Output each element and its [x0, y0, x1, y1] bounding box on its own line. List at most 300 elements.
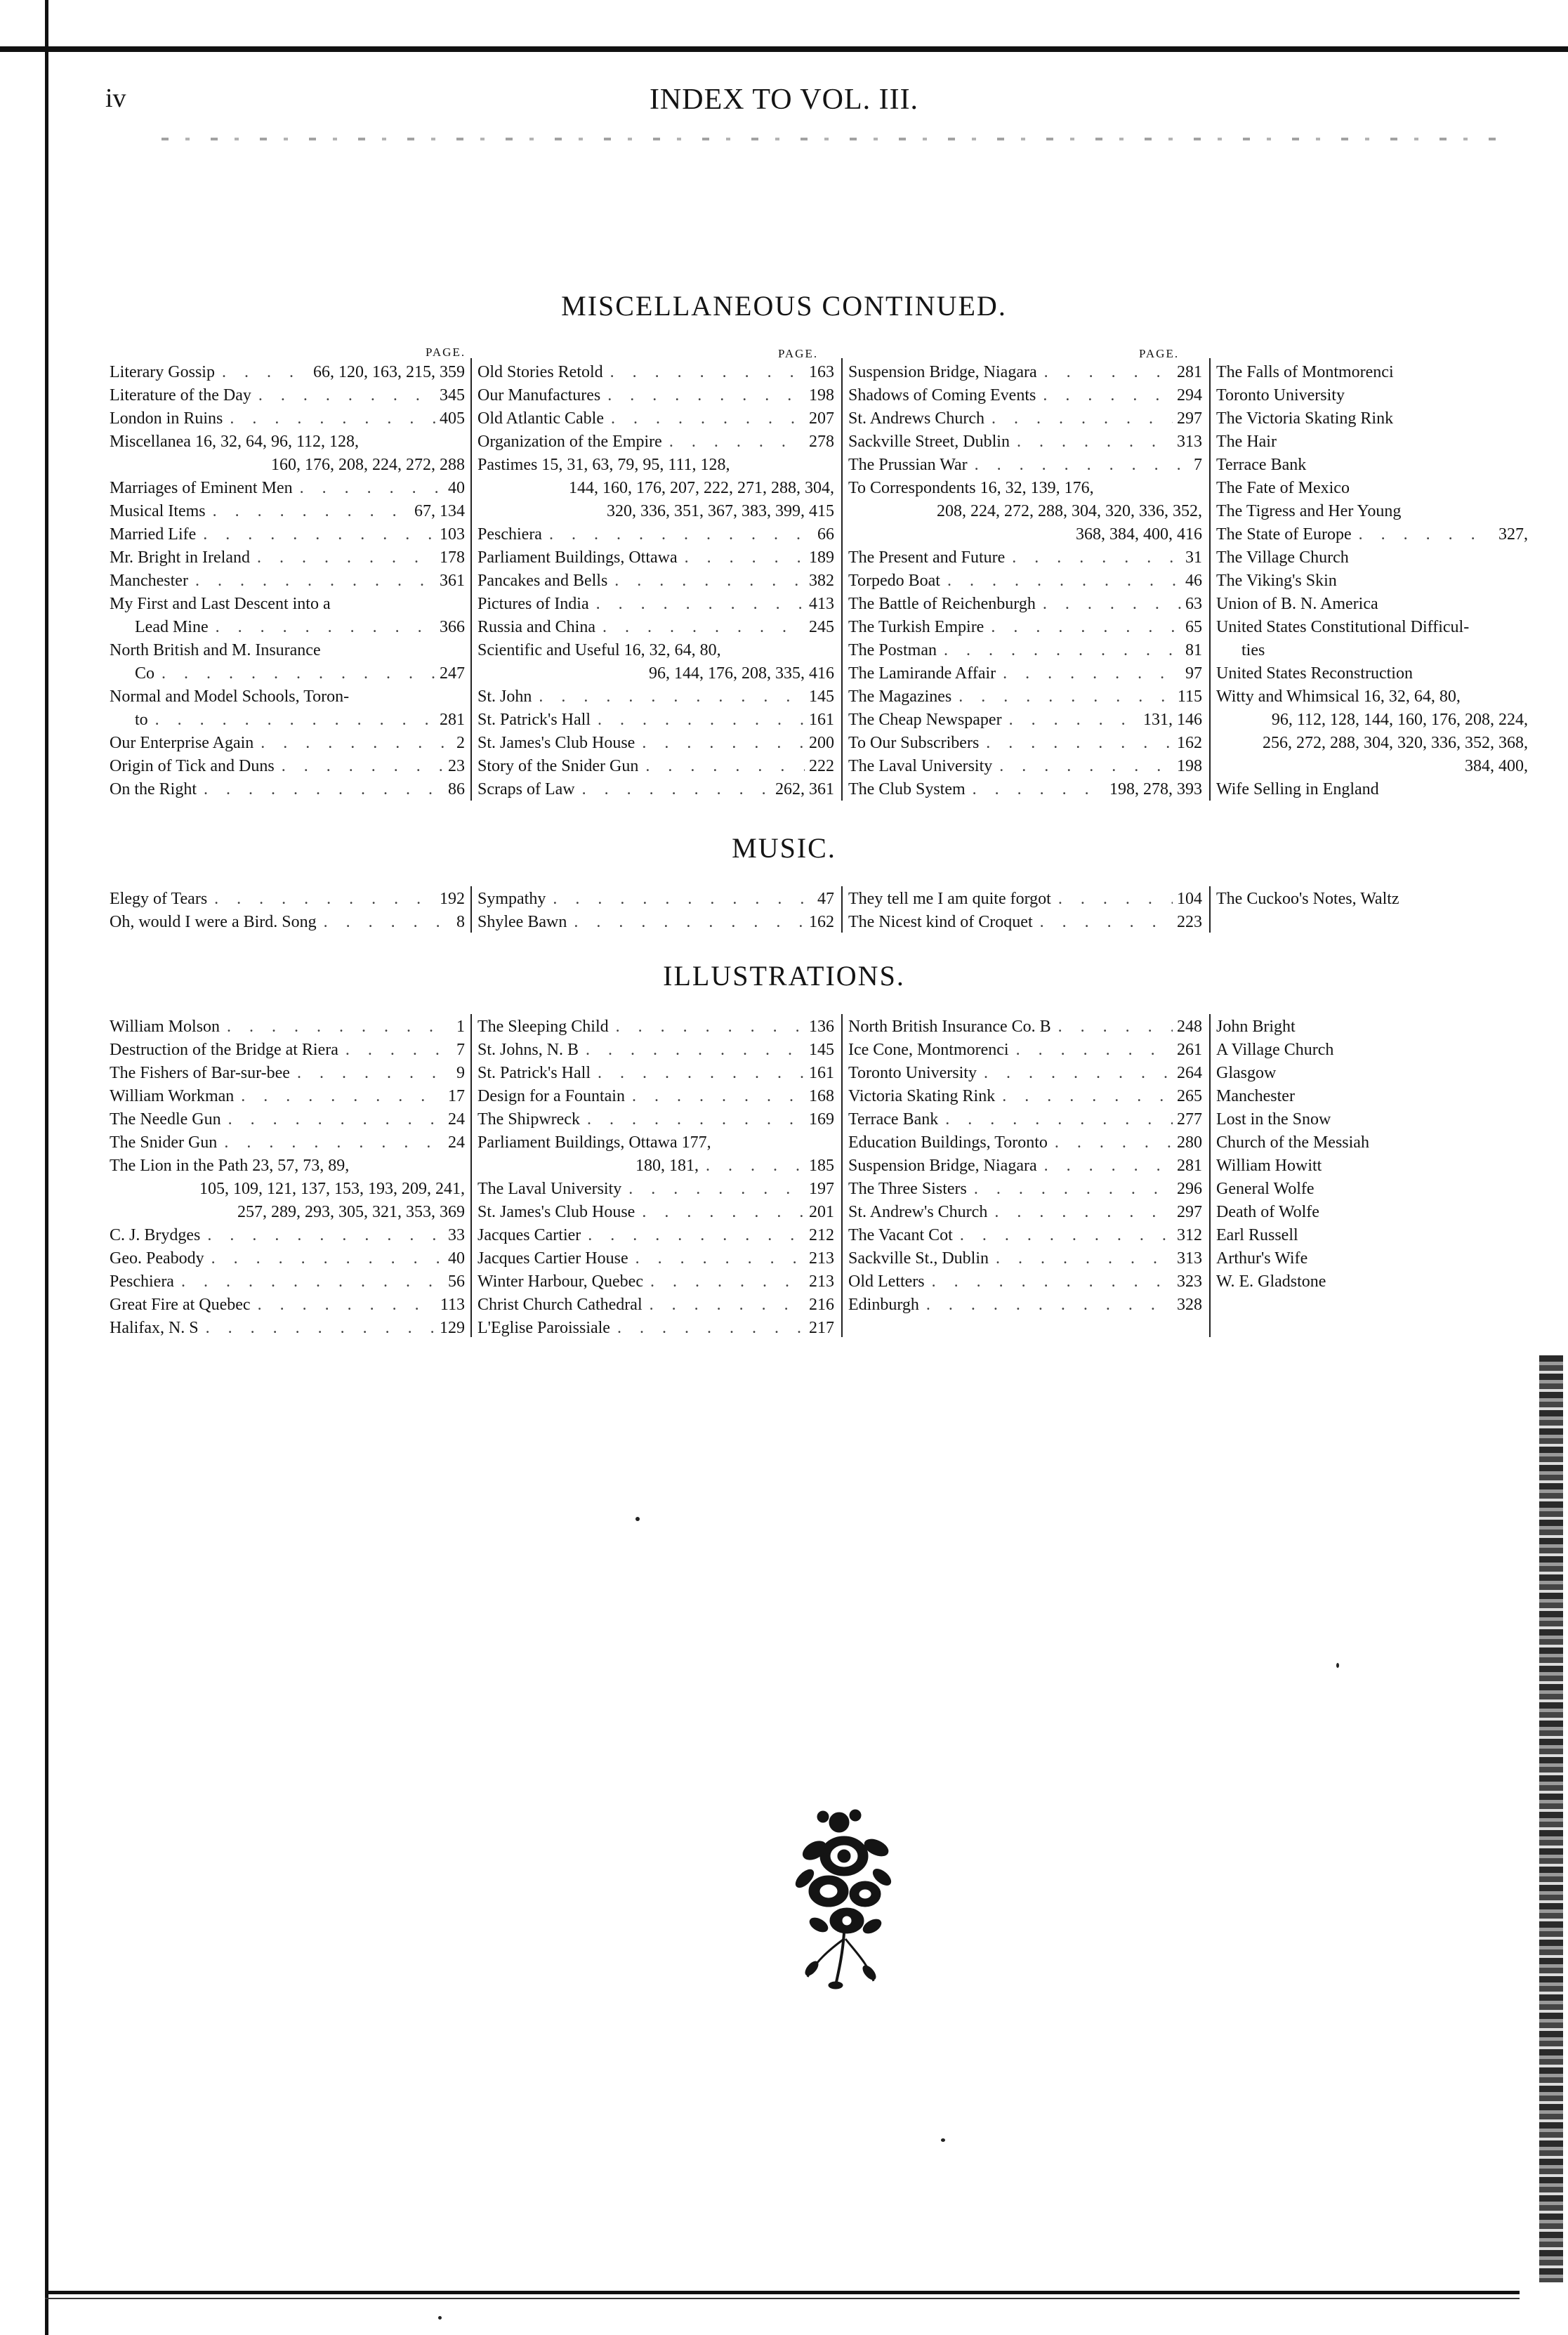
index-entry-page: 46 — [1185, 572, 1202, 590]
dot-leader — [607, 570, 805, 593]
index-entry — [110, 361, 465, 384]
index-entry-title: St. John — [477, 688, 532, 706]
index-entry-title: William Workman — [110, 1087, 235, 1105]
index-entry — [110, 1270, 465, 1294]
dot-leader — [206, 500, 410, 523]
dot-leader — [984, 616, 1181, 639]
index-entry — [477, 1062, 834, 1085]
column-divider — [841, 886, 843, 933]
index-entry-title: The Sleeping Child — [477, 1018, 609, 1036]
index-entry-page: 104 — [1177, 890, 1202, 908]
index-entry-page: 86 — [448, 780, 465, 798]
index-entry-title: The Turkish Empire — [848, 618, 984, 636]
dot-leader — [293, 477, 444, 500]
index-entry-title: The Laval University — [848, 757, 993, 775]
dot-leader — [338, 1039, 452, 1062]
dot-leader — [940, 570, 1181, 593]
dot-leader — [953, 1224, 1173, 1247]
index-entry-page: 197 — [809, 1180, 834, 1198]
index-entry-page: 207 — [809, 409, 834, 428]
index-entry — [110, 1131, 465, 1155]
index-entry — [1216, 639, 1528, 662]
index-entry-title: Glasgow — [1216, 1064, 1277, 1082]
index-entry-page: 216 — [809, 1296, 834, 1314]
dot-leader — [542, 523, 813, 546]
index-entry-title: The Fishers of Bar-sur-bee — [110, 1064, 290, 1082]
dot-leader — [251, 384, 435, 407]
index-entry-page: 7 — [1194, 456, 1202, 474]
dot-leader — [979, 732, 1173, 755]
index-entry-title: Old Atlantic Cable — [477, 409, 604, 428]
index-entry — [477, 523, 834, 546]
bottom-border-rule — [45, 2291, 1520, 2294]
index-entry — [110, 546, 465, 570]
index-entry-page: 312 — [1177, 1226, 1202, 1244]
index-entry-title: Sympathy — [477, 890, 546, 908]
index-entry — [848, 755, 1202, 778]
index-entry-title: St. Andrew's Church — [848, 1203, 988, 1221]
index-entry-title: The Needle Gun — [110, 1110, 221, 1129]
dot-leader — [1037, 361, 1173, 384]
index-entry-page: 223 — [1177, 913, 1202, 931]
index-entry — [848, 593, 1202, 616]
index-entry-title: Lost in the Snow — [1216, 1110, 1331, 1129]
index-entry — [1216, 616, 1528, 639]
index-entry — [848, 1224, 1202, 1247]
index-entry-title: Old Letters — [848, 1272, 925, 1291]
index-entry — [1216, 361, 1528, 384]
index-entry-title: Toronto University — [1216, 386, 1345, 404]
index-entry-page: 17 — [448, 1087, 465, 1105]
dot-leader — [251, 1294, 436, 1317]
index-entry — [848, 1270, 1202, 1294]
index-entry — [110, 888, 465, 911]
dot-leader — [1051, 1015, 1173, 1039]
dot-leader — [992, 755, 1173, 778]
index-entry — [848, 1201, 1202, 1224]
index-entry — [477, 1155, 834, 1178]
index-entry-title: Mr. Bright in Ireland — [110, 548, 250, 567]
dot-leader — [204, 1247, 444, 1270]
dot-leader — [984, 407, 1173, 430]
index-entry-page: 261 — [1177, 1041, 1202, 1059]
index-entry-title: St. Johns, N. B — [477, 1041, 579, 1059]
index-entry-title: St. Andrews Church — [848, 409, 984, 428]
music-column-1 — [110, 888, 465, 934]
index-entry-title: Toronto University — [848, 1064, 977, 1082]
index-entry — [477, 732, 834, 755]
index-entry — [477, 1224, 834, 1247]
index-entry — [848, 1039, 1202, 1062]
dot-leader — [951, 685, 1173, 709]
misc-column-3 — [848, 361, 1202, 801]
index-entry-title: Earl Russell — [1216, 1226, 1298, 1244]
index-entry-title: Christ Church Cathedral — [477, 1296, 643, 1314]
section-title-miscellaneous: MISCELLANEOUS CONTINUED. — [561, 290, 1007, 322]
index-entry-page: 361 — [440, 572, 465, 590]
index-entry-title: The Cheap Newspaper — [848, 711, 1002, 729]
index-entry-page: 280 — [1177, 1133, 1202, 1152]
page-edge-noise — [1539, 1355, 1563, 2282]
dot-leader — [604, 407, 805, 430]
index-entry-title: Halifax, N. S — [110, 1319, 199, 1337]
index-entry-title: St. James's Club House — [477, 734, 635, 752]
index-entry-page: 162 — [809, 913, 834, 931]
dot-leader — [1009, 1039, 1173, 1062]
index-entry-page: 2 — [456, 734, 465, 752]
dot-leader — [154, 662, 435, 685]
index-entry-title: North British and M. Insurance — [110, 641, 321, 659]
index-entry-title: Geo. Peabody — [110, 1249, 204, 1268]
index-entry-title: 180, 181, — [635, 1157, 699, 1175]
index-entry — [1216, 1178, 1528, 1201]
index-entry-page: 67, 134 — [414, 502, 465, 520]
dot-leader — [579, 1039, 805, 1062]
dot-leader — [174, 1270, 444, 1294]
dot-leader — [1033, 911, 1173, 934]
index-entry — [110, 778, 465, 801]
dot-leader — [580, 1108, 805, 1131]
index-entry — [477, 1247, 834, 1270]
index-entry-page: 198 — [809, 386, 834, 404]
index-entry-title: Ice Cone, Montmorenci — [848, 1041, 1009, 1059]
index-entry-title: Manchester — [1216, 1087, 1295, 1105]
index-entry — [477, 1108, 834, 1131]
dot-leader — [989, 1247, 1173, 1270]
index-entry — [110, 1247, 465, 1270]
index-entry — [848, 1155, 1202, 1178]
index-entry-page: 297 — [1177, 409, 1202, 428]
illustrations-column-4 — [1216, 1015, 1528, 1294]
dot-leader — [643, 1294, 805, 1317]
index-entry — [110, 1039, 465, 1062]
index-entry-title: The Village Church — [1216, 548, 1349, 567]
index-entry — [1216, 546, 1528, 570]
index-entry-page: 313 — [1177, 1249, 1202, 1268]
index-entry-page: 47 — [817, 890, 834, 908]
index-entry-page: 9 — [456, 1064, 465, 1082]
index-entry — [848, 1247, 1202, 1270]
index-entry — [1216, 384, 1528, 407]
index-entry — [477, 685, 834, 709]
index-entry-page: 169 — [809, 1110, 834, 1129]
dot-leader — [546, 888, 813, 911]
index-entry — [848, 407, 1202, 430]
dot-leader — [603, 361, 805, 384]
dot-leader — [635, 732, 805, 755]
index-entry-title: Old Stories Retold — [477, 363, 603, 381]
index-entry-title: Witty and Whimsical 16, 32, 64, 80, — [1216, 688, 1461, 706]
index-entry — [477, 778, 834, 801]
index-entry-page: 65 — [1185, 618, 1202, 636]
index-entry — [110, 430, 465, 454]
column-divider — [841, 1014, 843, 1337]
index-entry-page: 345 — [440, 386, 465, 404]
index-entry-title: Parliament Buildings, Ottawa 177, — [477, 1133, 711, 1152]
index-entry — [848, 778, 1202, 801]
index-entry — [477, 1201, 834, 1224]
index-entry-title: Destruction of the Bridge at Riera — [110, 1041, 338, 1059]
dot-leader — [996, 662, 1181, 685]
section-title-music: MUSIC. — [732, 832, 836, 864]
index-entry — [110, 755, 465, 778]
column-divider — [1209, 1014, 1211, 1337]
index-entry-title: William Molson — [110, 1018, 220, 1036]
index-entry-title: Scraps of Law — [477, 780, 575, 798]
index-entry-title: Sackville Street, Dublin — [848, 433, 1010, 451]
dot-leader — [220, 1015, 452, 1039]
dot-leader — [234, 1085, 444, 1108]
dot-leader — [967, 1178, 1173, 1201]
index-entry-page: 103 — [440, 525, 465, 544]
index-entry-title: Scientific and Useful 16, 32, 64, 80, — [477, 641, 721, 659]
index-entry-page: 212 — [809, 1226, 834, 1244]
index-entry-page: 281 — [1177, 1157, 1202, 1175]
index-entry-title: The Prussian War — [848, 456, 968, 474]
index-entry-title: Lead Mine — [135, 618, 209, 636]
index-entry — [848, 430, 1202, 454]
index-entry-title: To Our Subscribers — [848, 734, 980, 752]
index-entry — [110, 616, 465, 639]
dot-leader — [925, 1270, 1173, 1294]
index-entry — [477, 384, 834, 407]
index-entry-title: Torpedo Boat — [848, 572, 940, 590]
index-entry-title: The Postman — [848, 641, 937, 659]
dot-leader — [1352, 523, 1494, 546]
index-entry — [848, 616, 1202, 639]
column-divider — [841, 358, 843, 801]
page-column-label: PAGE. — [426, 346, 466, 359]
illustrations-column-2 — [477, 1015, 834, 1340]
index-entry-page: 277 — [1177, 1110, 1202, 1129]
misc-column-2 — [477, 361, 834, 801]
dot-leader — [1036, 384, 1173, 407]
index-entry-continuation: 256, 272, 288, 304, 320, 336, 352, 368, — [1263, 734, 1528, 752]
index-entry — [110, 1108, 465, 1131]
index-entry-page: 213 — [809, 1272, 834, 1291]
index-entry — [848, 1108, 1202, 1131]
index-entry-title: The Viking's Skin — [1216, 572, 1337, 590]
dot-leader — [148, 709, 435, 732]
index-entry — [848, 477, 1202, 500]
index-entry — [1216, 430, 1528, 454]
dot-leader — [977, 1062, 1173, 1085]
index-entry — [110, 1085, 465, 1108]
index-entry-title: William Howitt — [1216, 1157, 1322, 1175]
index-entry-page: 31 — [1185, 548, 1202, 567]
index-entry-title: The Present and Future — [848, 548, 1006, 567]
index-entry-page: 327, — [1498, 525, 1528, 544]
dot-leader — [589, 593, 805, 616]
index-entry-page: 178 — [440, 548, 465, 567]
dot-leader — [290, 1062, 452, 1085]
index-entry-title: Peschiera — [110, 1272, 174, 1291]
index-entry-title: St. Patrick's Hall — [477, 711, 591, 729]
index-entry — [1216, 1155, 1528, 1178]
index-entry-page: 131, 146 — [1143, 711, 1202, 729]
index-entry-title: Pictures of India — [477, 595, 589, 613]
index-entry-page: 129 — [440, 1319, 465, 1337]
index-entry-page: 296 — [1177, 1180, 1202, 1198]
index-entry-page: 192 — [440, 890, 465, 908]
top-border-rule — [0, 46, 1568, 52]
index-entry — [110, 593, 465, 616]
index-entry-title: Organization of the Empire — [477, 433, 662, 451]
index-entry-title: Peschiera — [477, 525, 542, 544]
section-title-illustrations: ILLUSTRATIONS. — [663, 960, 905, 992]
dot-leader — [621, 1178, 805, 1201]
index-entry-continuation: 96, 112, 128, 144, 160, 176, 208, 224, — [1271, 711, 1528, 729]
dot-leader — [532, 685, 805, 709]
index-entry — [110, 639, 465, 662]
dot-leader — [968, 454, 1190, 477]
index-entry-continuation: 208, 224, 272, 288, 304, 320, 336, 352, — [937, 502, 1202, 520]
index-entry — [848, 888, 1202, 911]
index-entry — [477, 407, 834, 430]
dot-leader — [1036, 593, 1181, 616]
index-entry — [110, 685, 465, 709]
index-entry — [1216, 778, 1528, 801]
index-entry-page: 66, 120, 163, 215, 359 — [313, 363, 465, 381]
index-entry-page: 248 — [1177, 1018, 1202, 1036]
index-entry-title: The Vacant Cot — [848, 1226, 953, 1244]
dot-leader — [199, 1317, 435, 1340]
index-entry-title: The Falls of Montmorenci — [1216, 363, 1394, 381]
dot-leader — [625, 1085, 805, 1108]
index-entry — [1216, 1039, 1528, 1062]
index-entry — [477, 709, 834, 732]
index-entry-title: Russia and China — [477, 618, 595, 636]
index-entry-title: Suspension Bridge, Niagara — [848, 1157, 1037, 1175]
misc-column-4 — [1216, 361, 1528, 801]
index-entry-page: 198 — [1177, 757, 1202, 775]
dot-leader — [966, 778, 1105, 801]
index-entry-page: 115 — [1177, 688, 1202, 706]
index-entry — [110, 570, 465, 593]
index-entry — [1216, 477, 1528, 500]
index-entry-title: St. James's Club House — [477, 1203, 635, 1221]
dot-leader — [1051, 888, 1173, 911]
index-entry-page: 97 — [1185, 664, 1202, 683]
index-entry-title: North British Insurance Co. B — [848, 1018, 1051, 1036]
dot-leader — [987, 1201, 1173, 1224]
index-entry-title: General Wolfe — [1216, 1180, 1315, 1198]
index-entry-title: Elegy of Tears — [110, 890, 208, 908]
index-entry — [477, 1270, 834, 1294]
index-entry-title: Literature of the Day — [110, 386, 251, 404]
dot-leader — [628, 1247, 805, 1270]
index-entry — [477, 454, 834, 477]
index-entry-page: 281 — [440, 711, 465, 729]
index-entry-title: Terrace Bank — [1216, 456, 1307, 474]
index-entry-title: Shylee Bawn — [477, 913, 567, 931]
index-entry — [477, 1317, 834, 1340]
index-entry-page: 297 — [1177, 1203, 1202, 1221]
index-entry — [110, 732, 465, 755]
index-entry — [477, 361, 834, 384]
index-entry-title: Marriages of Eminent Men — [110, 479, 293, 497]
index-entry-title: The Magazines — [848, 688, 952, 706]
index-entry-title: W. E. Gladstone — [1216, 1272, 1326, 1291]
index-entry — [477, 616, 834, 639]
index-entry-page: 185 — [809, 1157, 834, 1175]
dot-leader — [1048, 1131, 1173, 1155]
dot-leader — [595, 616, 805, 639]
index-entry — [477, 1131, 834, 1155]
index-entry-title: Great Fire at Quebec — [110, 1296, 251, 1314]
index-entry-title: Musical Items — [110, 502, 206, 520]
index-entry-title: Literary Gossip — [110, 363, 215, 381]
index-entry — [1216, 523, 1528, 546]
index-entry-title: The Fate of Mexico — [1216, 479, 1350, 497]
index-entry — [848, 1015, 1202, 1039]
index-entry-title: The Hair — [1216, 433, 1277, 451]
index-entry-title: Manchester — [110, 572, 188, 590]
left-border-rule — [45, 0, 48, 2335]
index-entry-title: United States Reconstruction — [1216, 664, 1413, 683]
index-entry — [1216, 593, 1528, 616]
index-entry-title: Union of B. N. America — [1216, 595, 1378, 613]
index-entry-title: The Battle of Reichenburgh — [848, 595, 1036, 613]
index-entry — [1216, 1131, 1528, 1155]
index-entry-title: The Three Sisters — [848, 1180, 967, 1198]
index-entry — [848, 454, 1202, 477]
index-entry — [110, 1155, 465, 1178]
dot-leader — [1037, 1155, 1173, 1178]
index-entry-continuation: 96, 144, 176, 208, 335, 416 — [649, 664, 834, 683]
index-entry — [110, 477, 465, 500]
index-entry-title: Co — [135, 664, 155, 683]
index-entry — [848, 685, 1202, 709]
print-speck — [438, 2316, 442, 2320]
index-entry-title: Sackville St., Dublin — [848, 1249, 989, 1268]
index-entry — [1216, 570, 1528, 593]
dot-leader — [1005, 546, 1181, 570]
index-entry-page: 405 — [440, 409, 465, 428]
index-entry-title: Education Buildings, Toronto — [848, 1133, 1048, 1152]
index-entry-page: 1 — [456, 1018, 465, 1036]
index-entry-title: Edinburgh — [848, 1296, 919, 1314]
index-entry-title: Arthur's Wife — [1216, 1249, 1308, 1268]
index-entry — [477, 593, 834, 616]
dot-leader — [1010, 430, 1173, 454]
index-entry — [110, 1015, 465, 1039]
index-entry-title: Jacques Cartier — [477, 1226, 581, 1244]
index-entry-title: On the Right — [110, 780, 197, 798]
index-entry-page: 413 — [809, 595, 834, 613]
index-entry — [848, 361, 1202, 384]
index-entry-page: 313 — [1177, 433, 1202, 451]
index-entry — [1216, 1085, 1528, 1108]
print-speck — [1336, 1663, 1339, 1668]
index-entry-page: 24 — [448, 1133, 465, 1152]
index-entry-page: 66 — [817, 525, 834, 544]
index-entry-title: My First and Last Descent into a — [110, 595, 331, 613]
dot-leader — [223, 407, 435, 430]
index-entry-title: A Village Church — [1216, 1041, 1334, 1059]
index-entry — [477, 1015, 834, 1039]
index-entry — [848, 709, 1202, 732]
index-entry-page: 145 — [809, 1041, 834, 1059]
page-column-label: PAGE. — [1139, 347, 1180, 360]
dot-leader — [1002, 709, 1139, 732]
index-entry-page: 163 — [809, 363, 834, 381]
misc-column-1 — [110, 361, 465, 801]
index-entry — [110, 1224, 465, 1247]
illustrations-column-3 — [848, 1015, 1202, 1317]
index-entry-title: Story of the Snider Gun — [477, 757, 639, 775]
index-entry-title: Our Manufactures — [477, 386, 601, 404]
